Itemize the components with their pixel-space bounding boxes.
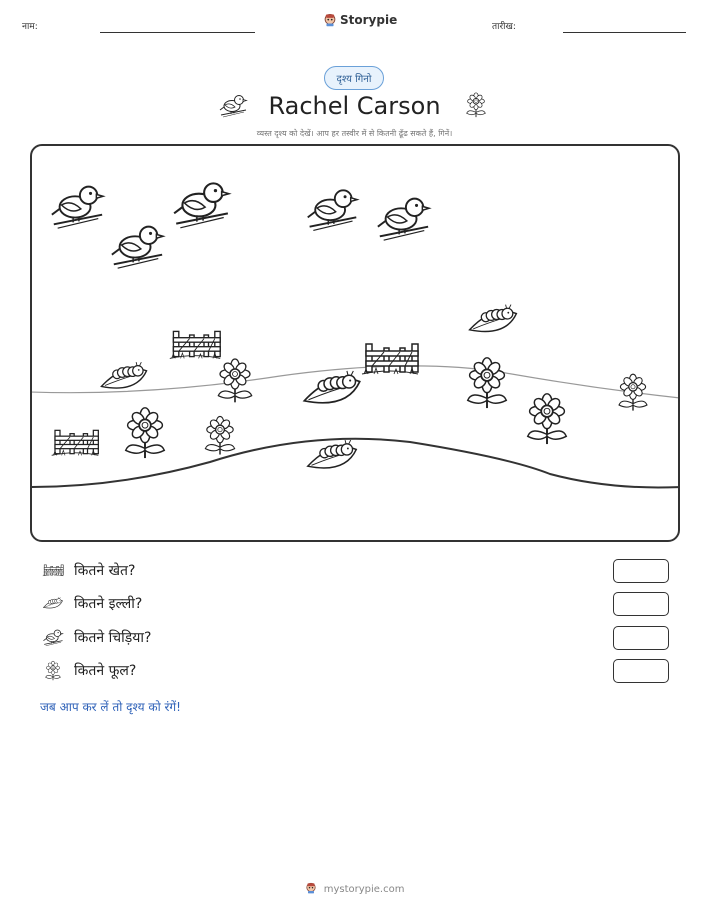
flower-icon [462,90,490,118]
mascot-icon [323,13,337,27]
caterpillar-icon [304,371,359,403]
worksheet-title: Rachel Carson [268,92,441,120]
caterpillar-icon [470,305,517,332]
bird-icon [52,187,103,229]
footer-site[interactable]: mystorypie.com [323,884,405,895]
answer-box-flowers[interactable] [613,659,669,683]
bird-icon [378,199,429,241]
fence-icon [170,331,220,358]
worksheet-subtitle: व्यस्त दृश्य को देखें। आप हर तस्वीर में से कितनी ढूँढ सकते हैं, गिनें। [256,129,453,138]
bird-icon [308,190,357,230]
question-row-fields [42,558,135,582]
bird-icon [42,626,64,648]
scene-illustration [30,144,680,542]
date-label: तारीख: [492,22,516,32]
flower-icon [619,374,647,410]
caterpillar-icon [308,440,357,468]
flower-icon [126,408,165,458]
answer-box-fields[interactable] [613,559,669,583]
footer [0,882,709,895]
bird-icon [174,183,229,227]
brand-name: Storypie [340,13,398,27]
bird-icon [112,227,163,269]
question-text: कितने चिड़िया? [74,629,152,646]
date-line[interactable] [563,32,686,33]
flower-icon [468,358,507,408]
mascot-icon [305,882,317,894]
name-line[interactable] [100,32,255,33]
brand-logo [323,13,397,27]
name-label: नाम: [22,22,38,32]
fence-icon [52,430,99,455]
flower-icon [205,416,234,454]
question-row-birds [42,625,151,649]
caterpillar-icon [101,362,146,388]
flower-icon [528,394,567,444]
flower-icon [42,659,64,681]
fence-icon [42,559,64,581]
question-text: कितने इल्ली? [74,595,143,612]
counting-scene [30,144,680,542]
coloring-instruction: जब आप कर लें तो दृश्य को रंगें! [40,700,181,714]
answer-box-birds[interactable] [613,626,669,650]
question-text: कितने फूल? [74,662,137,679]
fence-icon [362,344,418,374]
caterpillar-icon [42,592,64,614]
question-row-flowers [42,658,136,682]
question-text: कितने खेत? [74,562,136,579]
answer-box-caterpillars[interactable] [613,592,669,616]
worksheet-badge: दृश्य गिनो [324,66,384,90]
hill-line-front [30,439,680,488]
question-row-caterpillars [42,591,142,615]
